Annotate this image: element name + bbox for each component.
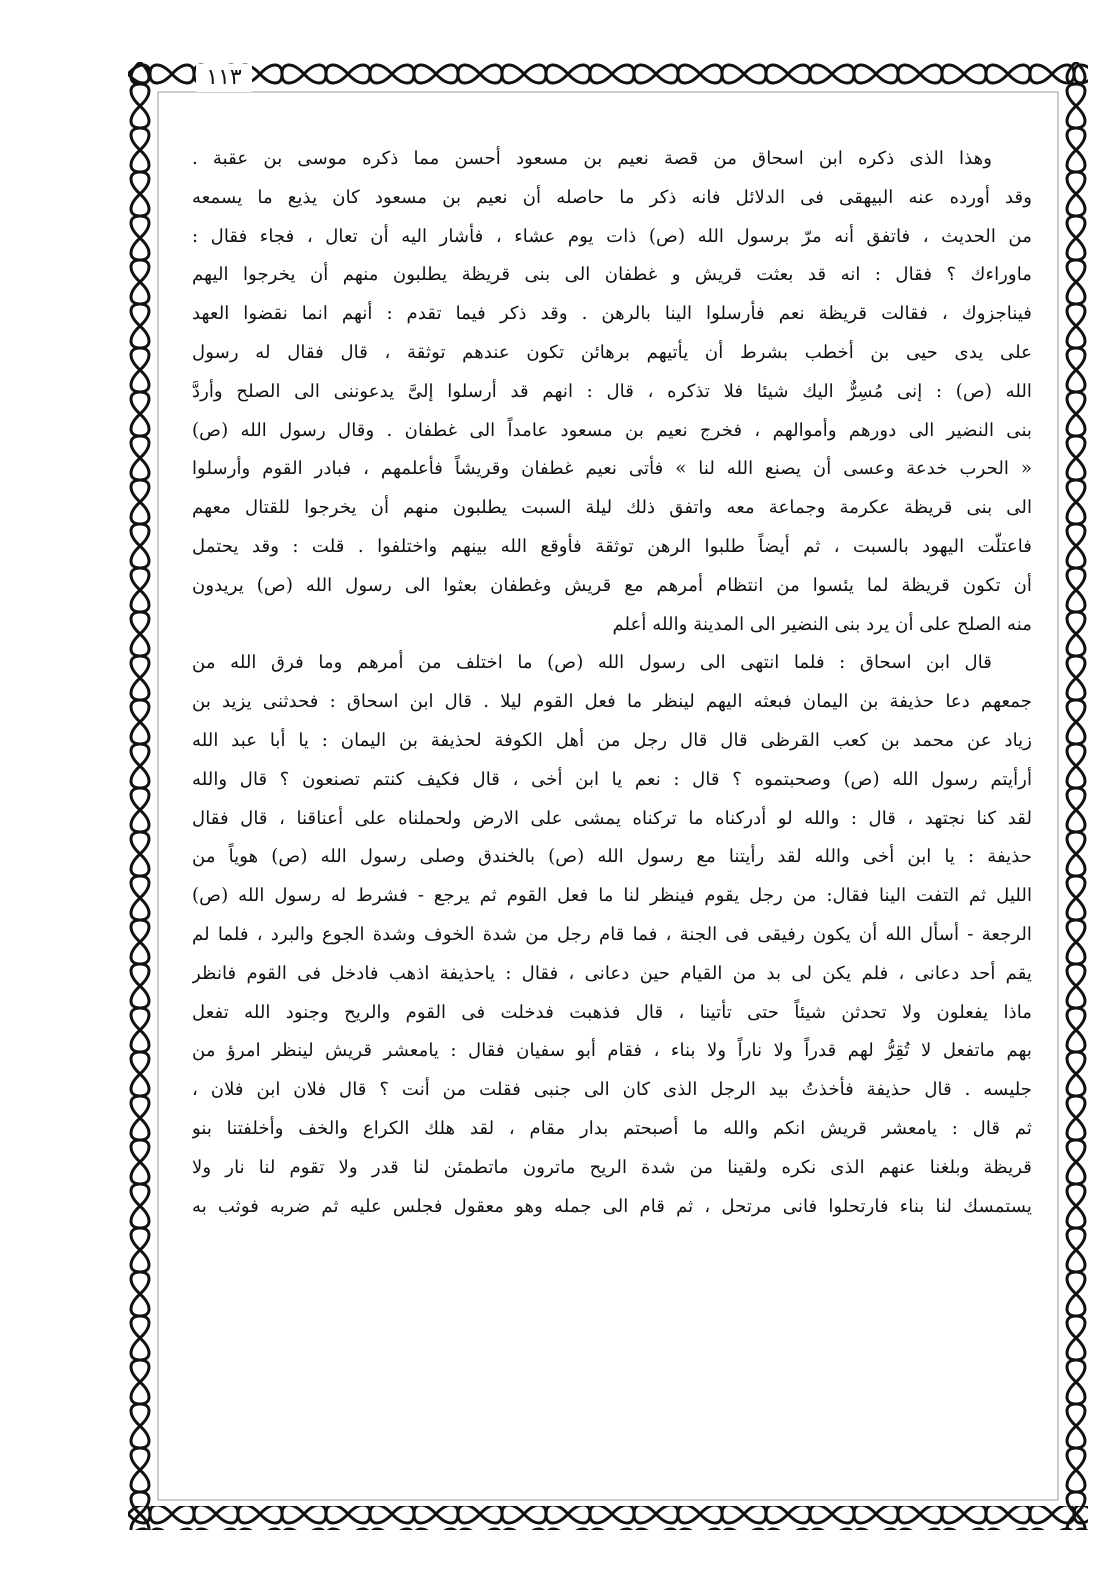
text-line: أرأيتم رسول الله (ص) وصحبتموه ؟ قال : نعم يا ابن أخى ، قال فكيف كنتم تصنعون ؟ قال والله [192,768,1032,790]
text-line: « الحرب خدعة وعسى أن يصنع الله لنا » فأتى نعيم غطفان وقريشاً فأعلمهم ، فبادر القوم وأرسلوا [192,458,1032,480]
text-line: وهذا الذى ذكره ابن اسحاق من قصة نعيم بن مسعود أحسن مما ذكره موسى بن عقبة . [192,148,992,169]
text-line: قال ابن اسحاق : فلما انتهى الى رسول الله (ص) ما اختلف من أمرهم وما فرق الله من [192,652,992,674]
text-line: أن تكون قريظة لما يئسوا من انتظام أمرهم مع قريش وغطفان بعثوا الى رسول الله (ص) يريدون [192,574,1032,596]
text-line: ماذا يفعلون ولا تحدثن شيئاً حتى تأتينا ، قال فذهبت فدخلت فى القوم والريح وجنود الله تفعل [192,1001,1032,1023]
text-line: وقد أورده عنه البيهقى فى الدلائل فانه ذكر ما حاصله أن نعيم بن مسعود كان يذيع ما يسمعه [192,186,1032,208]
text-line: منه الصلح على أن يرد بنى النضير الى المدينة والله أعلم [612,613,1032,635]
text-line: قريظة وبلغنا عنهم الذى نكره ولقينا من شدة الريح ماترون ماتطمئن لنا قدر ولا تقوم لنا نار ولا [192,1156,1032,1178]
text-line: الليل ثم التفت الينا فقال: من رجل يقوم فينظر لنا ما فعل القوم ثم يرجع - فشرط له رسول الله (ص) [192,885,1032,907]
text-line: الله (ص) : إنى مُسِرٌّ اليك شيئا فلا تذكره ، قال : انهم قد أرسلوا إلىَّ يدعوننى الى الصلح وأردَّ [192,380,1032,402]
text-line: جليسه . قال حذيفة فأخذتُ بيد الرجل الذى كان الى جنبى فقلت من أنت ؟ قال فلان ابن فلان ، [192,1079,1032,1101]
text-line: من الحديث ، فاتفق أنه مرّ برسول الله (ص) ذات يوم عشاء ، فأشار اليه أن تعال ، فجاء فقال : [192,225,1032,247]
text-line: بهم ماتفعل لا تُقِرُّ لهم قدراً ولا ناراً ولا بناء ، فقام أبو سفيان فقال : يامعشر قريش لينظر امرؤ من [192,1040,1032,1062]
text-line: على يدى حيى بن أخطب بشرط أن يأتيهم برهائن تكون عندهم توثقة ، قال فقال له رسول [192,341,1032,363]
text-line: زياد عن محمد بن كعب القرظى قال قال رجل من أهل الكوفة لحذيفة بن اليمان : يا أبا عبد الله [192,729,1032,751]
text-line: الى بنى قريظة عكرمة وجماعة معه واتفق ذلك ليلة السبت يطلبون منهم أن يخرجوا للقتال معهم [192,497,1032,519]
text-line: فاعتلّت اليهود بالسبت ، ثم أيضاً طلبوا الرهن توثقة فأوقع الله بينهم واختلفوا . قلت : وقد يحتمل [192,535,1032,557]
page-number: ١١٣ [196,64,252,92]
text-line: يستمسك لنا بناء فارتحلوا فانى مرتحل ، ثم قام الى جمله وهو معقول فجلس عليه ثم ضربه فوثب به [192,1195,1032,1217]
text-line: لقد كنا نجتهد ، قال : والله لو أدركناه ما تركناه يمشى على الارض ولحملناه على أعناقنا ، قال فقال [192,807,1032,829]
text-line: الرجعة - أسأل الله أن يكون رفيقى فى الجنة ، فما قام رجل من شدة الخوف وشدة الجوع والبرد ، فلما لم [192,923,1032,945]
text-line: ماوراءك ؟ فقال : انه قد بعثت قريش و غطفان الى بنى قريظة يطلبون منهم أن يخرجوا اليهم [192,264,1032,286]
text-line: فيناجزوك ، فقالت قريظة نعم فأرسلوا الينا بالرهن . وقد ذكر فيما تقدم : أنهم انما نقضوا العهد [192,303,1032,325]
body-text [192,140,1032,1226]
text-line: ثم قال : يامعشر قريش انكم والله ما أصبحتم بدار مقام ، لقد هلك الكراع والخف وأخلفتنا بنو [192,1117,1032,1139]
text-line: يقم أحد دعانى ، فلم يكن لى بد من القيام حين دعانى ، فقال : ياحذيفة اذهب فادخل فى القوم فانظر [192,962,1032,984]
text-line: بنى النضير الى دورهم وأموالهم ، فخرج نعيم بن مسعود عامداً الى غطفان . وقال رسول الله (ص) [192,419,1032,441]
text-line: جمعهم دعا حذيفة بن اليمان فبعثه اليهم لينظر ما فعل القوم ليلا . قال ابن اسحاق : فحدثنى يزيد بن [192,691,1032,713]
text-line: حذيفة : يا ابن أخى والله لقد رأيتنا مع رسول الله (ص) بالخندق وصلى رسول الله (ص) هوياً من [192,846,1032,868]
